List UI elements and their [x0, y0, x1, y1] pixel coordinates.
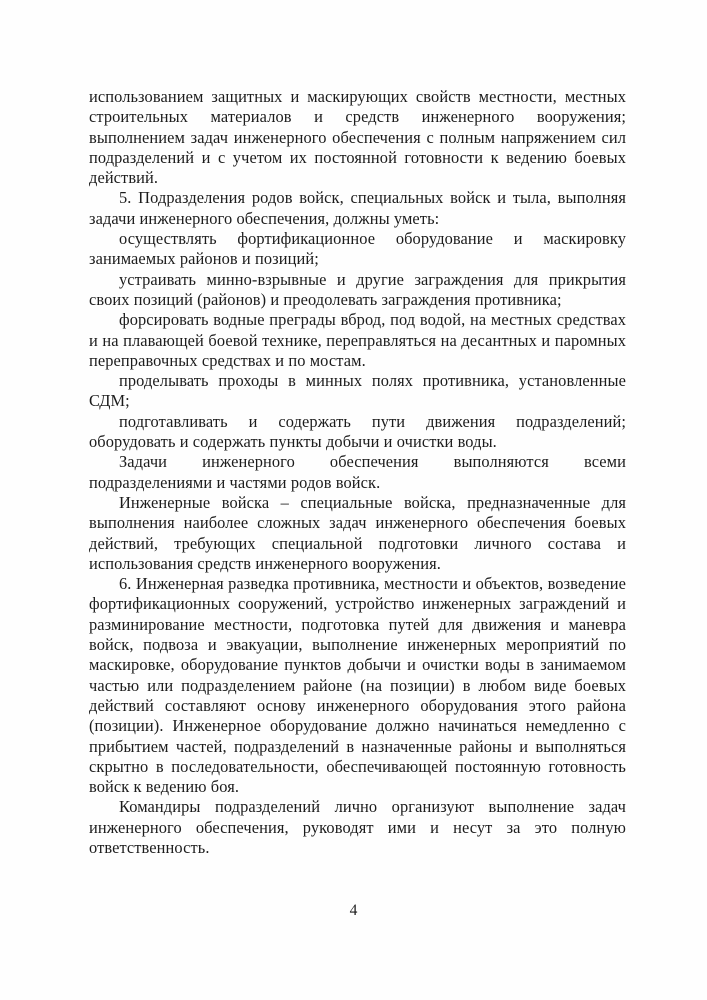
- paragraph: Задачи инженерного обеспечения выполняются всеми подразделениями и частями родов войск.: [89, 452, 626, 492]
- paragraph: проделывать проходы в минных полях противника, установленные СДМ;: [89, 371, 626, 411]
- paragraph: 6. Инженерная разведка противника, местности и объектов, возведение фортификационных сооружений, устройство инженерных заграждений и разминирование местности, подготовка путей для движения и маневра войск, подвоза и эвакуации, выполнение инженерных мероприятий по маскировке, оборудование пунктов добычи и очистки воды в занимаемом частью или подразделением районе (на позиции) в любом виде боевых действий составляют основу инженерного оборудования этого района (позиции). Инженерное оборудование должно начинаться немедленно с прибытием частей, подразделений в назначенные районы и выполняться скрытно в последовательности, обеспечивающей постоянную готовность войск к ведению боя.: [89, 574, 626, 797]
- paragraph: подготавливать и содержать пути движения подразделений; оборудовать и содержать пункты добычи и очистки воды.: [89, 411, 626, 452]
- page-text-block: [89, 87, 626, 858]
- paragraph: использованием защитных и маскирующих свойств местности, местных строительных материалов и средств инженерного вооружения; выполнением задач инженерного обеспечения с полным напряжением сил подразделений и с учетом их постоянной готовности к ведению боевых действий.: [89, 87, 626, 188]
- paragraph: Инженерные войска – специальные войска, предназначенные для выполнения наиболее сложных задач инженерного обеспечения боевых действий, требующих специальной подготовки личного состава и использования средств инженерного вооружения.: [89, 492, 626, 573]
- page-number: 4: [349, 902, 358, 919]
- paragraph: устраивать минно-взрывные и другие заграждения для прикрытия своих позиций (районов) и преодолевать заграждения противника;: [89, 269, 626, 309]
- paragraph: Командиры подразделений лично организуют выполнение задач инженерного обеспечения, руководят ими и несут за это полную ответственность.: [89, 797, 626, 857]
- paragraph: форсировать водные преграды вброд, под водой, на местных средствах и на плавающей боевой технике, переправляться на десантных и паромных переправочных средствах и по мостам.: [89, 310, 626, 370]
- paragraph: 5. Подразделения родов войск, специальных войск и тыла, выполняя задачи инженерного обеспечения, должны уметь:: [89, 188, 626, 228]
- paragraph: осуществлять фортификационное оборудование и маскировку занимаемых районов и позиций;: [89, 229, 626, 269]
